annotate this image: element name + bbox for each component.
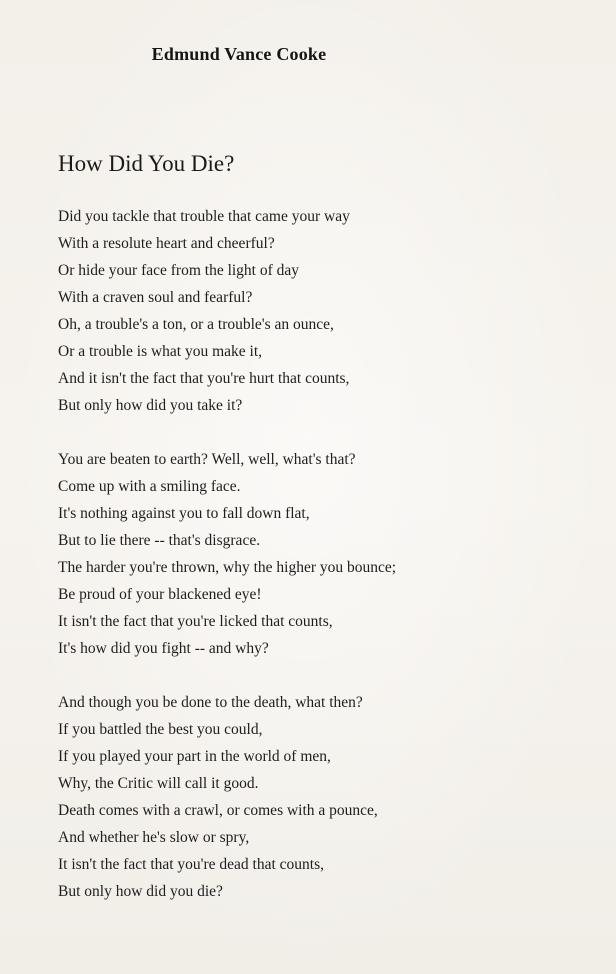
stanza-1 — [58, 203, 598, 419]
poem-line: If you played your part in the world of men, — [58, 748, 331, 765]
poem-line: Or a trouble is what you make it, — [58, 343, 263, 360]
poem-body — [58, 203, 598, 932]
poem-line: Did you tackle that trouble that came your way — [58, 208, 350, 225]
poem-line: It isn't the fact that you're licked that counts, — [58, 613, 333, 630]
poem-line: You are beaten to earth? Well, well, what's that? — [58, 451, 356, 468]
poem-line: Or hide your face from the light of day — [58, 262, 300, 279]
poem-line: It's how did you fight -- and why? — [58, 640, 269, 657]
poem-line: With a resolute heart and cheerful? — [58, 235, 275, 252]
poem-line: Be proud of your blackened eye! — [58, 586, 262, 603]
stanza-2 — [58, 446, 598, 662]
poem-line: Oh, a trouble's a ton, or a trouble's an ounce, — [58, 316, 334, 333]
poem-line: Come up with a smiling face. — [58, 478, 241, 495]
poem-line: And it isn't the fact that you're hurt that counts, — [58, 370, 350, 387]
poem-line: If you battled the best you could, — [58, 721, 263, 738]
poem-line: It isn't the fact that you're dead that counts, — [58, 856, 324, 873]
poem-title: How Did You Die? — [58, 151, 235, 176]
poem-line: It's nothing against you to fall down flat, — [58, 505, 310, 522]
poem-line: But to lie there -- that's disgrace. — [58, 532, 261, 549]
poem-line: But only how did you take it? — [58, 397, 243, 414]
poem-line: And though you be done to the death, what then? — [58, 694, 363, 711]
poem-line: Why, the Critic will call it good. — [58, 775, 259, 792]
stanza-3 — [58, 689, 598, 905]
poem-line: And whether he's slow or spry, — [58, 829, 250, 846]
poem-line: With a craven soul and fearful? — [58, 289, 253, 306]
poem-line: Death comes with a crawl, or comes with a pounce, — [58, 802, 378, 819]
poem-line: The harder you're thrown, why the higher you bounce; — [58, 559, 397, 576]
poem-line: But only how did you die? — [58, 883, 223, 900]
author-name: Edmund Vance Cooke — [151, 44, 327, 64]
